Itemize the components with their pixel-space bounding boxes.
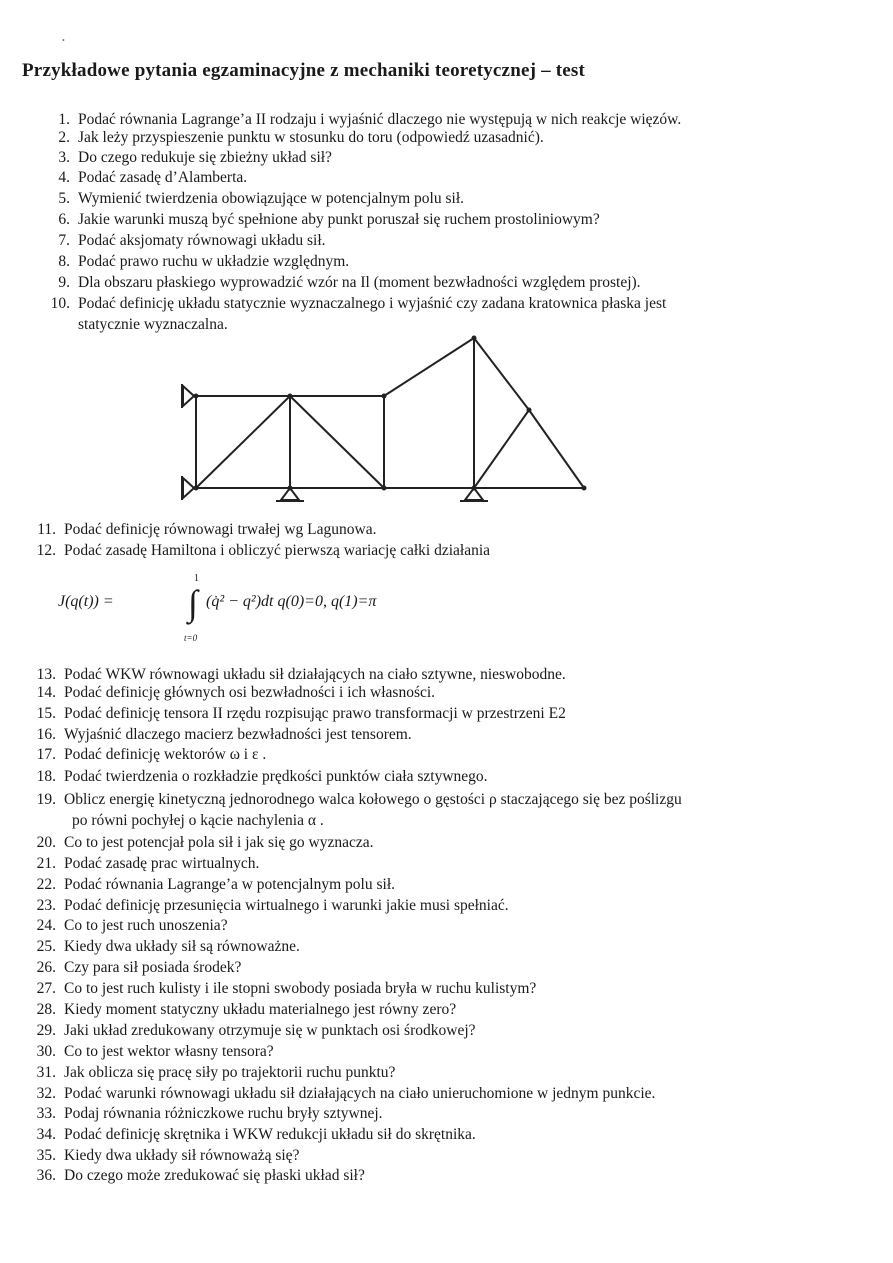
question-19: 19. Oblicz energię kinetyczną jednorodnego walca kołowego o gęstości ρ staczającego się bez poślizgu [36,791,682,808]
truss-joint [288,486,293,491]
truss-joint [288,394,293,399]
wall-support-top-triangle [183,386,194,406]
question-13: 13. Podać WKW równowagi układu sił działających na ciało sztywne, nieswobodne. [36,666,566,683]
question-33: 33. Podaj równania różniczkowe ruchu bryły sztywnej. [36,1105,383,1122]
question-32: 32. Podać warunki równowagi układu sił działających na ciało unieruchomione w jednym punkcie. [36,1085,656,1102]
truss-member [384,338,474,396]
truss-joint [382,486,387,491]
integral-lower-limit: t=0 [184,633,198,643]
document-title: Przykładowe pytania egzaminacyjne z mechaniki teoretycznej – test [22,60,585,81]
truss-diagram [170,328,600,518]
question-1: 1. Podać równania Lagrange’a II rodzaju i wyjaśnić dlaczego nie występują w nich reakcje więzów. [58,111,682,128]
question-23: 23. Podać definicję przesunięcia wirtualnego i warunki jakie musi spełniać. [36,897,509,914]
formula-lhs: J(q(t)) = [58,593,114,610]
question-30: 30. Co to jest wektor własny tensora? [36,1043,274,1060]
question-22: 22. Podać równania Lagrange’a w potencjalnym polu sił. [36,876,395,893]
question-7: 7. Podać aksjomaty równowagi układu sił. [58,232,326,249]
question-10: 10. Podać definicję układu statycznie wyznaczalnego i wyjaśnić czy zadana kratownica płaska jest [50,295,667,312]
question-34: 34. Podać definicję skrętnika i WKW redukcji układu sił do skrętnika. [36,1126,476,1143]
question-18: 18. Podać twierdzenia o rozkładzie prędkości punktów ciała sztywnego. [36,768,488,785]
question-36: 36. Do czego może zredukować się płaski układ sił? [36,1167,365,1184]
integral-upper-limit: 1 [194,573,199,584]
question-28: 28. Kiedy moment statyczny układu materialnego jest równy zero? [36,1001,457,1018]
question-26: 26. Czy para sił posiada środek? [36,959,242,976]
question-27: 27. Co to jest ruch kulisty i ile stopni swobody posiada bryła w ruchu kulistym? [36,980,537,997]
question-16: 16. Wyjaśnić dlaczego macierz bezwładności jest tensorem. [36,726,412,743]
truss-joint [472,486,477,491]
question-24: 24. Co to jest ruch unoszenia? [36,917,228,934]
question-9: 9. Dla obszaru płaskiego wyprowadzić wzór na Il (moment bezwładności względem prostej). [58,274,641,291]
question-35: 35. Kiedy dwa układy sił równoważą się? [36,1147,300,1164]
question-29: 29. Jaki układ zredukowany otrzymuje się w punktach osi środkowej? [36,1022,476,1039]
question-3: 3. Do czego redukuje się zbieżny układ sił? [58,149,332,166]
question-8: 8. Podać prawo ruchu w układzie względnym. [58,253,350,270]
question-15: 15. Podać definicję tensora II rzędu rozpisując prawo transformacji w przestrzeni E2 [36,705,566,722]
question-21: 21. Podać zasadę prac wirtualnych. [36,855,260,872]
truss-joint [472,336,477,341]
truss-joint [382,394,387,399]
question-5: 5. Wymienić twierdzenia obowiązujące w potencjalnym polu sił. [58,190,465,207]
question-31: 31. Jak oblicza się pracę siły po trajektorii ruchu punktu? [36,1064,396,1081]
truss-member [474,410,529,488]
truss-joint [194,394,199,399]
question-12: 12. Podać zasadę Hamiltona i obliczyć pierwszą wariację całki działania [36,542,491,559]
truss-member [474,338,529,410]
question-11: 11. Podać definicję równowagi trwałej wg Lagunowa. [37,521,377,538]
truss-member [290,396,384,488]
wall-support-bottom-triangle [183,478,194,498]
integral-sign [184,573,208,645]
formula-body: (q̇² − q²)dt q(0)=0, q(1)=π [206,593,377,610]
question-2: 2. Jak leży przyspieszenie punktu w stosunku do toru (odpowiedź uzasadnić). [58,129,544,146]
truss-member [196,396,290,488]
question-10-continuation: statycznie wyznaczalna. [78,316,228,333]
truss-joint [194,486,199,491]
truss-joint [582,486,587,491]
question-19-continuation: po równi pochyłej o kącie nachylenia α . [72,812,324,829]
truss-joint [527,408,532,413]
question-6: 6. Jakie warunki muszą być spełnione aby punkt poruszał się ruchem prostoliniowym? [58,211,600,228]
question-4: 4. Podać zasadę d’Alamberta. [58,169,248,186]
question-20: 20. Co to jest potencjał pola sił i jak się go wyznacza. [36,834,374,851]
question-25: 25. Kiedy dwa układy sił są równoważne. [36,938,300,955]
question-17: 17. Podać definicję wektorów ω i ε . [36,746,267,763]
scan-mark: • [62,36,65,45]
truss-member [529,410,584,488]
question-14: 14. Podać definicję głównych osi bezwładności i ich własności. [36,684,436,701]
integral-symbol: ∫ [188,583,198,623]
